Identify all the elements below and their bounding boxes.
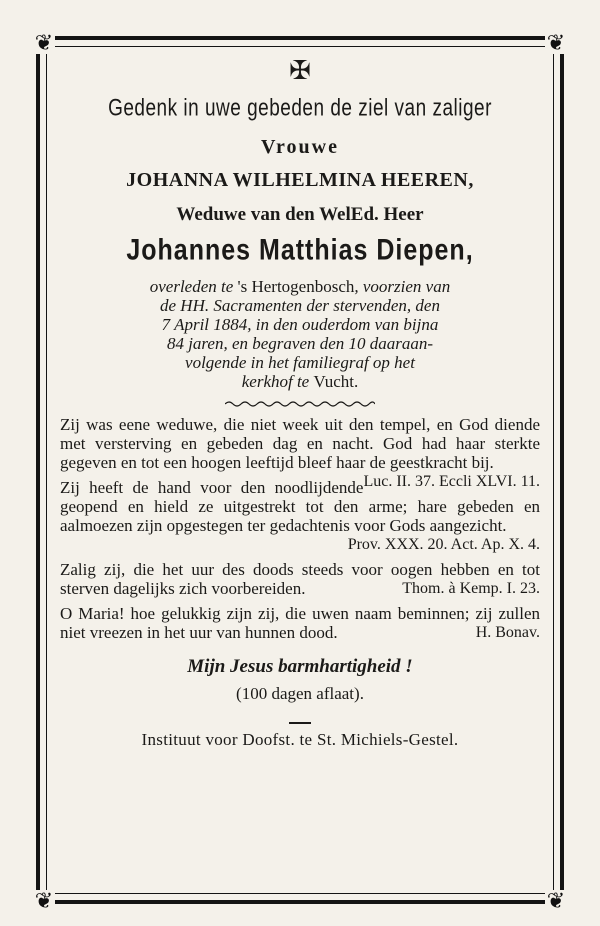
indulgence-line: (100 dagen aflaat). bbox=[236, 684, 364, 703]
prayer-line: Mijn Jesus barmhartigheid ! bbox=[187, 656, 413, 677]
date-of-death: 7 April 1884, in den ouderdom van bijna bbox=[161, 315, 439, 334]
title: Vrouwe bbox=[261, 136, 339, 158]
short-rule bbox=[289, 722, 311, 724]
death-details bbox=[60, 277, 540, 391]
husband-name: Johannes Matthias Diepen, bbox=[126, 233, 474, 267]
verse-3: Zalig zij, die het uur des doods steeds voor oogen hebben en tot sterven dagelijks zich voorbereiden. Thom. à Kemp. I. 23. bbox=[60, 560, 540, 598]
details-text: overleden te bbox=[149, 277, 234, 296]
details-text: kerkhof te bbox=[241, 372, 310, 391]
verse-1: Zij was eene weduwe, die niet week uit den tempel, en God diende met versterving en gebeden dag en nacht. God had haar sterkte gegeven en tot een hoogen leeftijd bleef haar de geestkracht bij. Luc. II. 37. Eccli XLVI. 11. bbox=[60, 415, 540, 490]
corner-ornament-icon: ❦ bbox=[34, 30, 54, 55]
corner-ornament-icon: ❦ bbox=[546, 888, 566, 913]
cross-icon: ✠ bbox=[289, 56, 311, 85]
details-text: , voorzien van bbox=[354, 277, 451, 296]
deceased-name: JOHANNA WILHELMINA HEEREN, bbox=[126, 169, 474, 191]
corner-ornament-icon: ❦ bbox=[34, 888, 54, 913]
burial-place: Vucht. bbox=[313, 372, 359, 391]
relation-line: Weduwe van den WelEd. Heer bbox=[176, 204, 424, 225]
verse-2: Zij heeft de hand voor den noodlijdende geopend en hield ze uitgestrekt tot den arme; hare gebeden en aalmoezen zijn opgestegen ter gedachtenis voor Gods aangezicht. bbox=[60, 478, 540, 535]
details-text: volgende in het familiegraf op het bbox=[185, 353, 415, 372]
intro-line: Gedenk in uwe gebeden de ziel van zaliger bbox=[108, 95, 492, 122]
verse-4: O Maria! hoe gelukkig zijn zij, die uwen naam beminnen; zij zullen niet vreezen in het uur van hunnen dood. H. Bonav. bbox=[60, 604, 540, 642]
place-of-death: 's Hertogenbosch bbox=[237, 277, 355, 296]
corner-ornament-icon: ❦ bbox=[546, 30, 566, 55]
verse-reference: H. Bonav. bbox=[475, 624, 540, 641]
details-text: de HH. Sacramenten der stervenden, den bbox=[160, 296, 440, 315]
printer-line: Instituut voor Doofst. te St. Michiels-Gestel. bbox=[141, 730, 459, 749]
divider-ornament-icon bbox=[225, 399, 375, 409]
verse-reference: Thom. à Kemp. I. 23. bbox=[402, 580, 540, 597]
verse-reference: Prov. XXX. 20. Act. Ap. X. 4. bbox=[347, 536, 540, 553]
card-content bbox=[60, 50, 540, 750]
details-text: 84 jaren, en begraven den 10 daaraan- bbox=[166, 334, 434, 353]
verse-reference: Luc. II. 37. Eccli XLVI. 11. bbox=[363, 473, 540, 490]
